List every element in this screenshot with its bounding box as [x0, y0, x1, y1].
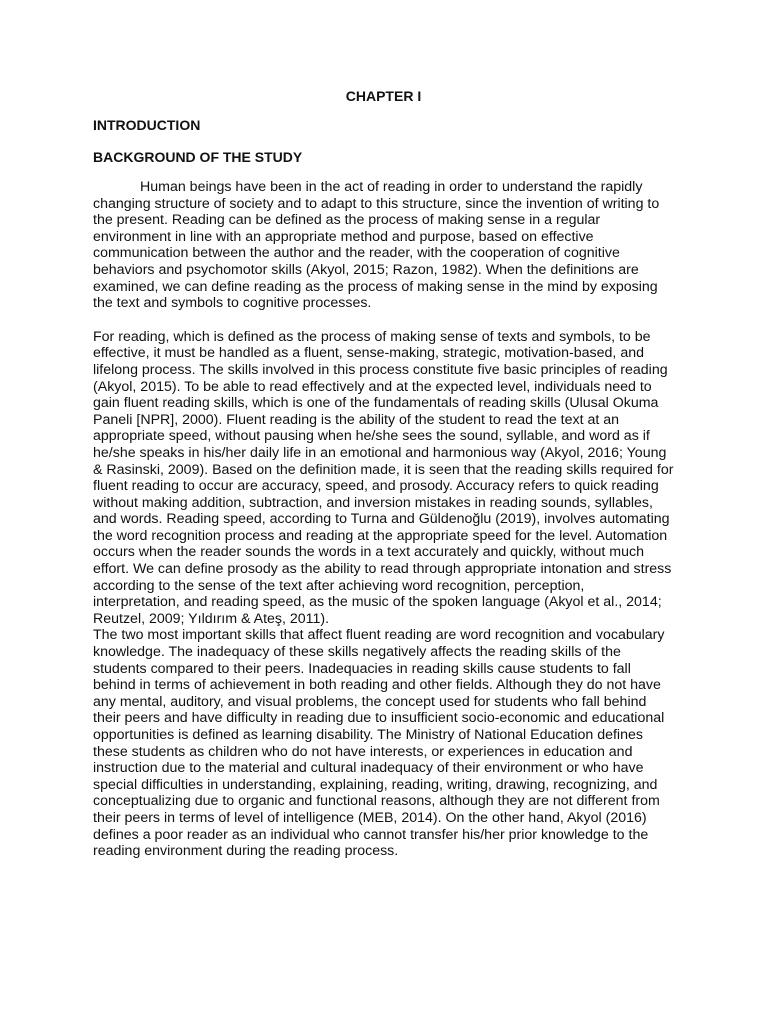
subsection-heading: BACKGROUND OF THE STUDY: [93, 149, 303, 165]
chapter-title: CHAPTER I: [345, 88, 422, 104]
paragraph-1: Human beings have been in the act of reading in order to understand the rapidly changing structure of society and to adapt to this structure, since the invention of writing to the present. Reading can be defined as the process of making sense in a regular environment in line with an appropriate method and purpose, based on effective communication between the author and the reader, with the cooperation of cognitive behaviors and psychomotor skills (Akyol, 2015; Razon, 1982). When the definitions are examined, we can define reading as the process of making sense in the mind by exposing the text and symbols to cognitive processes.: [93, 179, 660, 312]
section-heading: INTRODUCTION: [93, 117, 201, 133]
document-page: [93, 86, 674, 860]
paragraph-3: The two most important skills that affect fluent reading are word recognition and vocabulary knowledge. The inadequacy of these skills negatively affects the reading skills of the students compared to their peers. Inadequacies in reading skills cause students to fall behind in terms of achievement in both reading and other fields. Although they do not have any mental, auditory, and visual problems, the concept used for students who fall behind their peers and have difficulty in reading due to insufficient socio-economic and educational opportunities is defined as learning disability. The Ministry of National Education defines these students as children who do not have interests, or experiences in education and instruction due to the material and cultural inadequacy of their environment or who have special difficulties in understanding, explaining, reading, writing, drawing, recognizing, and conceptualizing due to organic and functional reasons, although they are not different from their peers in terms of level of intelligence (MEB, 2014). On the other hand, Akyol (2016) defines a poor reader as an individual who cannot transfer his/her prior knowledge to the reading environment during the reading process.: [93, 627, 665, 860]
paragraph-2: For reading, which is defined as the process of making sense of texts and symbols, to be effective, it must be handled as a fluent, sense-making, strategic, motivation-based, and lifelong process. The skills involved in this process constitute five basic principles of reading (Akyol, 2015). To be able to read effectively and at the expected level, individuals need to gain fluent reading skills, which is one of the fundamentals of reading skills (Ulusal Okuma Paneli [NPR], 2000). Fluent reading is the ability of the student to read the text at an appropriate speed, without pausing when he/she sees the sound, syllable, and word as if he/she speaks in his/her daily life in an emotional and harmonious way (Akyol, 2016; Young & Rasinski, 2009). Based on the definition made, it is seen that the reading skills required for fluent reading to occur are accuracy, speed, and prosody. Accuracy refers to quick reading without making addition, subtraction, and inversion mistakes in reading sounds, syllables, and words. Reading speed, according to Turna and Güldenoğlu (2019), involves automating the word recognition process and reading at the appropriate speed for the level. Automation occurs when the reader sounds the words in a text accurately and quickly, without much effort. We can define prosody as the ability to read through appropriate intonation and stress according to the sense of the text after achieving word recognition, perception, interpretation, and reading speed, as the music of the spoken language (Akyol et al., 2014; Reutzel, 2009; Yıldırım & Ateş, 2011).: [93, 328, 674, 627]
